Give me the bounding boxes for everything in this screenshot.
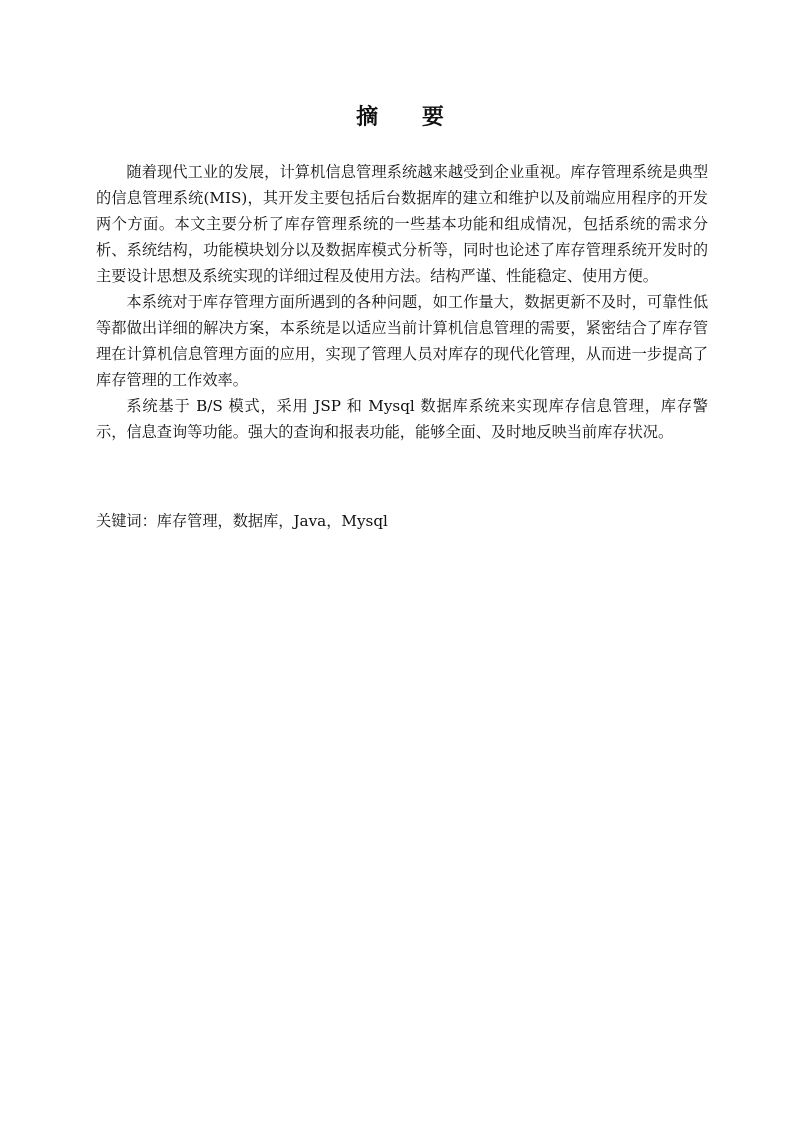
abstract-paragraph-2: 本系统对于库存管理方面所遇到的各种问题，如工作量大，数据更新不及时，可靠性低等都做出详细的解决方案，本系统是以适应当前计算机信息管理的需要，紧密结合了库存管理在计算机信息管理方面的应用，实现了管理人员对库存的现代化管理，从而进一步提高了库存管理的工作效率。: [96, 293, 708, 389]
abstract-paragraph-1: 随着现代工业的发展，计算机信息管理系统越来越受到企业重视。库存管理系统是典型的信息管理系统(MIS)，其开发主要包括后台数据库的建立和维护以及前端应用程序的开发两个方面。本文主要分析了库存管理系统的一些基本功能和组成情况，包括系统的需求分析、系统结构，功能模块划分以及数据库模式分析等，同时也论述了库存管理系统开发时的主要设计思想及系统实现的详细过程及使用方法。结构严谨、性能稳定、使用方便。: [96, 163, 708, 285]
keywords-line: 关键词：库存管理，数据库，Java，Mysql: [96, 512, 388, 530]
abstract-paragraph-3: 系统基于 B/S 模式，采用 JSP 和 Mysql 数据库系统来实现库存信息管理，库存警示，信息查询等功能。强大的查询和报表功能，能够全面、及时地反映当前库存状况。: [96, 397, 708, 441]
abstract-title: 摘 要: [356, 105, 462, 130]
abstract-body: [96, 159, 708, 445]
